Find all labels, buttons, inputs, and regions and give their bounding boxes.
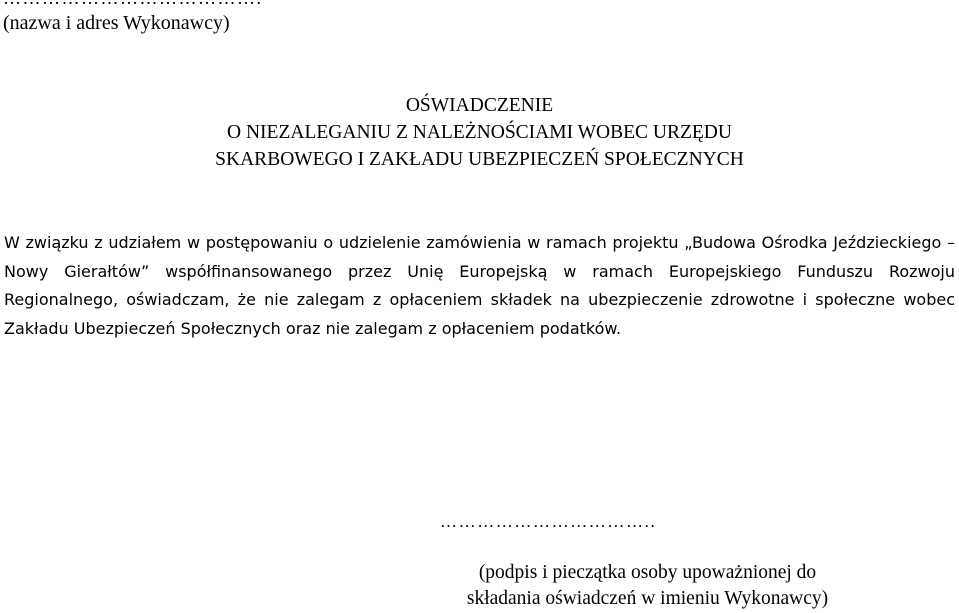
- title-line-1: OŚWIADCZENIE: [405, 95, 554, 116]
- vendor-name-label: (nazwa i adres Wykonawcy): [3, 12, 230, 34]
- declaration-title: [0, 92, 959, 173]
- signature-caption-line-2: składania oświadczeń w imieniu Wykonawcy): [466, 588, 829, 609]
- declaration-paragraph: W związku z udziałem w postępowaniu o udzielenie zamówienia w ramach projektu „Budowa Ośrodka Jeździeckiego – Nowy Gierałtów” współfinansowanego przez Unię Europejską w ramach Europejskiego Funduszu Rozwoju Regionalnego, oświadczam, że nie zalegam z opłaceniem składek na ubezpieczenie zdrowotne i społeczne wobec Zakładu Ubezpieczeń Społecznych oraz nie zalegam z opłaceniem podatków.: [4, 233, 955, 338]
- vendor-name-dotted-line: [3, 0, 263, 9]
- title-line-2: O NIEZALEGANIU Z NALEŻNOŚCIAMI WOBEC URZĘDU: [227, 122, 732, 143]
- signature-caption-line-1: (podpis i pieczątka osoby upoważnionej do: [478, 562, 817, 583]
- signature-caption: [420, 560, 875, 612]
- title-line-3: SKARBOWEGO I ZAKŁADU UBEZPIECZEŃ SPOŁECZNYCH: [215, 149, 744, 170]
- signature-dotted-line: ……………………………..: [440, 512, 657, 531]
